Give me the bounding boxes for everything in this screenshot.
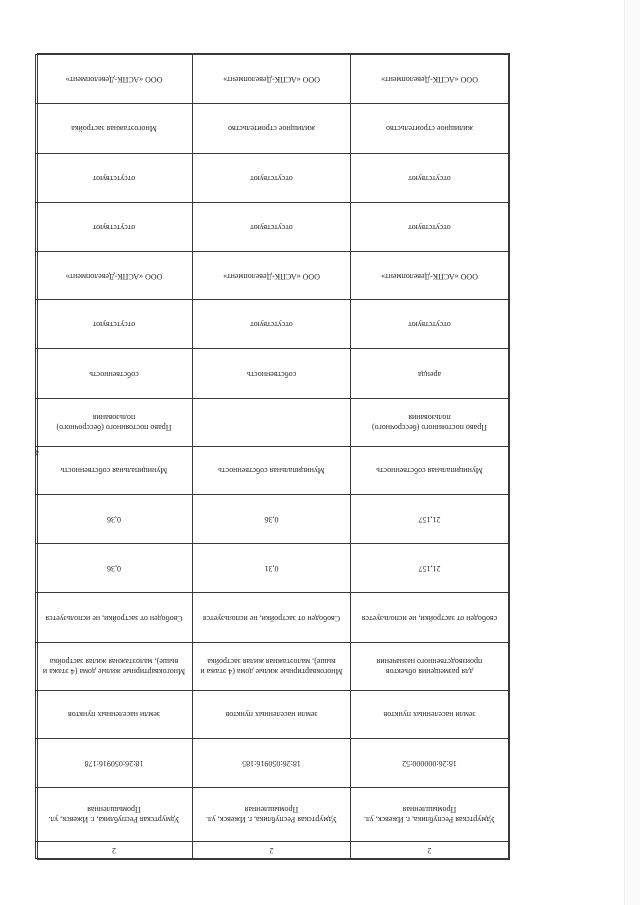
table-cell: 0,36	[193, 495, 351, 544]
table-cell	[193, 398, 351, 446]
table-cell: отсутствуют	[351, 300, 509, 349]
table-cell: Муниципальная собственность	[36, 446, 193, 494]
table-cell: отсутствуют	[193, 153, 351, 202]
table-cell: Многоэтажная застройка	[36, 104, 193, 153]
table-cell: отсутствуют	[193, 300, 351, 349]
table-row	[36, 104, 509, 153]
table-cell: Право постоянного (бессрочного) пользования	[351, 398, 509, 446]
table-row	[36, 690, 509, 738]
table-row	[36, 398, 509, 446]
table-row	[36, 300, 509, 349]
rotated-data-table	[37, 53, 510, 860]
table-row	[36, 252, 509, 300]
table-cell: Многоквартирные жилые дома (4 этажа и выше), малоэтажная жилая застройка	[36, 642, 193, 690]
table-cell: жилищное строительство	[351, 104, 509, 153]
table-cell: 18:26:000000:52	[351, 739, 509, 788]
table-cell: 18:26:050916:178	[36, 739, 193, 788]
table-row	[36, 349, 509, 398]
table-cell: ООО «АСПК-Девелопмент»	[36, 55, 193, 104]
page-edge	[624, 0, 640, 905]
table-cell: 0,36	[36, 544, 193, 593]
table-cell: Удмуртская Республика, г. Ижевск, ул. Промышленная	[351, 788, 509, 841]
table-row	[36, 544, 509, 593]
header-cell: 2	[193, 841, 351, 858]
table-cell: Свободен от застройки, не используется	[36, 593, 193, 642]
table-cell: 0,31	[193, 544, 351, 593]
table-cell: Многоквартирные жилые дома (4 этажа и выше), малоэтажная жилая застройка	[193, 642, 351, 690]
table-cell: для размещения объектов производственного назначения	[351, 642, 509, 690]
page-number: 4	[35, 448, 39, 457]
table-cell: земли населенных пунктов	[36, 690, 193, 738]
table-cell: Муниципальная собственность	[193, 446, 351, 494]
table-row	[36, 202, 509, 251]
table-cell: отсутствуют	[193, 202, 351, 251]
table-cell: Удмуртская Республика, г. Ижевск, ул. Промышленная	[36, 788, 193, 841]
table-row	[36, 153, 509, 202]
table-cell: собственность	[193, 349, 351, 398]
header-cell: 2	[351, 841, 509, 858]
table-row	[36, 495, 509, 544]
table-row	[36, 739, 509, 788]
table-cell: отсутствуют	[36, 153, 193, 202]
table-row	[36, 593, 509, 642]
table-cell: свободен от застройки, не используется	[351, 593, 509, 642]
table-cell: земли населенных пунктов	[351, 690, 509, 738]
table-cell: ООО «АСПК-Девелопмент»	[36, 252, 193, 300]
table-cell: ООО «АСПК-Девелопмент»	[351, 55, 509, 104]
table-cell: аренда	[351, 349, 509, 398]
table-cell: жилищное строительство	[193, 104, 351, 153]
table-row	[36, 446, 509, 494]
table-row	[36, 642, 509, 690]
table-cell: Удмуртская Республика, г. Ижевск, ул. Промышленная	[193, 788, 351, 841]
header-cell: 2	[36, 841, 193, 858]
table-cell: Свободен от застройки, не используется	[193, 593, 351, 642]
table-cell: 0,36	[36, 495, 193, 544]
table-cell: ООО «АСПК-Девелопмент»	[351, 252, 509, 300]
table-cell: 21,157	[351, 495, 509, 544]
table-cell: 18:26:050916:185	[193, 739, 351, 788]
table-cell: отсутствуют	[36, 300, 193, 349]
table-cell: 21,157	[351, 544, 509, 593]
table-cell: отсутствуют	[36, 202, 193, 251]
table-cell: собственность	[36, 349, 193, 398]
table-cell: Право постоянного (бессрочного) пользования	[36, 398, 193, 446]
table-cell: земли населенных пунктов	[193, 690, 351, 738]
table-row	[36, 55, 509, 104]
table-cell: Муниципальная собственность	[351, 446, 509, 494]
table-cell: ООО «АСПК-Девелопмент»	[193, 55, 351, 104]
table-row	[36, 788, 509, 841]
table-cell: ООО «АСПК-Девелопмент»	[193, 252, 351, 300]
table-header-row	[36, 841, 509, 858]
table-cell: отсутствуют	[351, 153, 509, 202]
table-cell: отсутствуют	[351, 202, 509, 251]
